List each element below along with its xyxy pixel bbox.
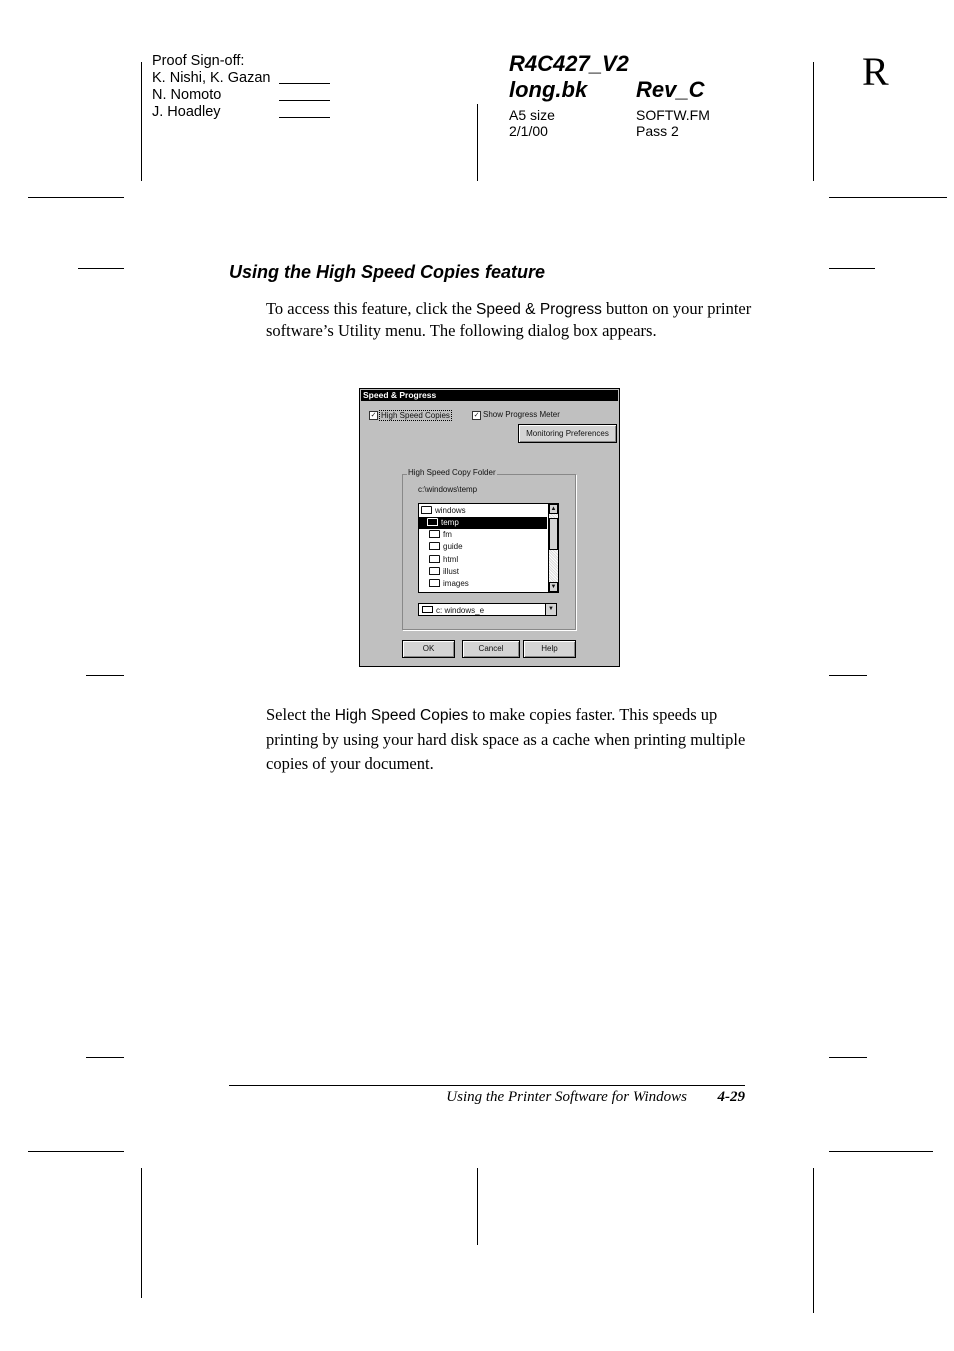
crop-line (28, 1151, 124, 1152)
file-name: SOFTW.FM (636, 107, 710, 123)
crop-line (829, 1151, 933, 1152)
crop-line (141, 62, 142, 181)
high-speed-copies-label: High Speed Copies (381, 411, 450, 420)
folder-name: guide (443, 542, 463, 551)
crop-line (813, 1168, 814, 1313)
crop-line (86, 1057, 124, 1058)
show-progress-label: Show Progress Meter (483, 410, 560, 419)
ui-term: Speed & Progress (476, 301, 602, 318)
signer-name: J. Hoadley (152, 104, 221, 120)
intro-text: button on your printer software’s Utility menu. The following dialog box appears. (266, 299, 752, 340)
footer-title: Using the Printer Software for Windows (446, 1089, 687, 1105)
folder-item[interactable] (429, 529, 452, 541)
proof-signoff (152, 53, 270, 121)
ui-term: High Speed Copies (334, 707, 469, 724)
crop-line (829, 197, 947, 198)
crop-line (477, 104, 478, 181)
body-paragraph (266, 703, 756, 776)
folder-name: html (443, 555, 459, 564)
folder-icon (429, 579, 440, 587)
current-path: c:\windows\temp (418, 485, 478, 494)
folder-item[interactable] (429, 566, 459, 578)
scroll-thumb[interactable] (549, 518, 558, 550)
body-text: to make copies faster. This speeds up printing by using your hard disk space as a cache when printing multiple copies of your document. (266, 705, 746, 773)
monitoring-preferences-button[interactable]: Monitoring Preferences (518, 424, 617, 443)
proof-label: Proof Sign-off: (152, 53, 245, 69)
drive-icon (422, 606, 433, 613)
revision: Rev_C (636, 77, 705, 102)
help-button[interactable]: Help (523, 640, 576, 658)
folder-icon (429, 555, 440, 563)
folder-name: fm (443, 530, 452, 539)
doc-date: 2/1/00 (509, 123, 548, 139)
crop-line (78, 268, 124, 269)
signer-row (152, 87, 270, 104)
page-number: 4-29 (717, 1089, 745, 1105)
open-folder-icon (421, 506, 432, 514)
show-progress-checkbox[interactable]: ✓ (473, 412, 480, 419)
signer-row (152, 104, 270, 121)
folder-name: illust (443, 567, 460, 576)
intro-paragraph (266, 298, 756, 341)
dialog-title: Speed & Progress (361, 390, 618, 401)
group-label: High Speed Copy Folder (408, 468, 496, 477)
page-size: A5 size (509, 107, 555, 123)
signer-name: K. Nishi, K. Gazan (152, 70, 271, 86)
signer-row (152, 70, 270, 87)
signer-name: N. Nomoto (152, 87, 222, 103)
folder-name: temp (441, 518, 459, 527)
folder-list[interactable] (418, 503, 559, 593)
drive-select[interactable] (418, 603, 557, 616)
crop-line (813, 62, 814, 181)
open-folder-icon (427, 518, 438, 526)
speed-progress-dialog (359, 388, 620, 667)
crop-line (28, 197, 124, 198)
folder-icon (429, 542, 440, 550)
doc-code: R4C427_V2 (509, 51, 629, 76)
folder-item[interactable] (429, 578, 469, 590)
scrollbar[interactable] (548, 504, 558, 592)
scroll-down-icon[interactable]: ▼ (550, 584, 557, 590)
scroll-up-icon[interactable]: ▲ (550, 506, 557, 512)
crop-line (829, 1057, 867, 1058)
folder-icon (429, 567, 440, 575)
section-heading: Using the High Speed Copies feature (229, 262, 546, 282)
folder-item-selected[interactable] (419, 517, 547, 529)
crop-line (477, 1168, 478, 1245)
folder-icon (429, 530, 440, 538)
high-speed-copies-checkbox[interactable]: ✓ (370, 412, 377, 419)
crop-line (829, 675, 867, 676)
pass-number: Pass 2 (636, 123, 679, 139)
crop-line (829, 268, 875, 269)
chevron-down-icon[interactable]: ▼ (545, 604, 556, 615)
folder-item[interactable] (421, 505, 546, 517)
folder-item[interactable] (429, 541, 463, 553)
intro-text: To access this feature, click the (266, 299, 477, 318)
folder-item[interactable] (429, 554, 458, 566)
drive-value: c: windows_e (436, 606, 485, 615)
corner-mark: R (862, 49, 889, 94)
crop-line (141, 1168, 142, 1298)
cancel-button[interactable]: Cancel (462, 640, 520, 658)
book-name: long.bk (509, 77, 588, 102)
folder-name: windows (435, 506, 466, 515)
folder-name: images (443, 579, 469, 588)
footer-rule (229, 1085, 745, 1086)
ok-button[interactable]: OK (402, 640, 455, 658)
body-text: Select the (266, 705, 335, 724)
crop-line (86, 675, 124, 676)
